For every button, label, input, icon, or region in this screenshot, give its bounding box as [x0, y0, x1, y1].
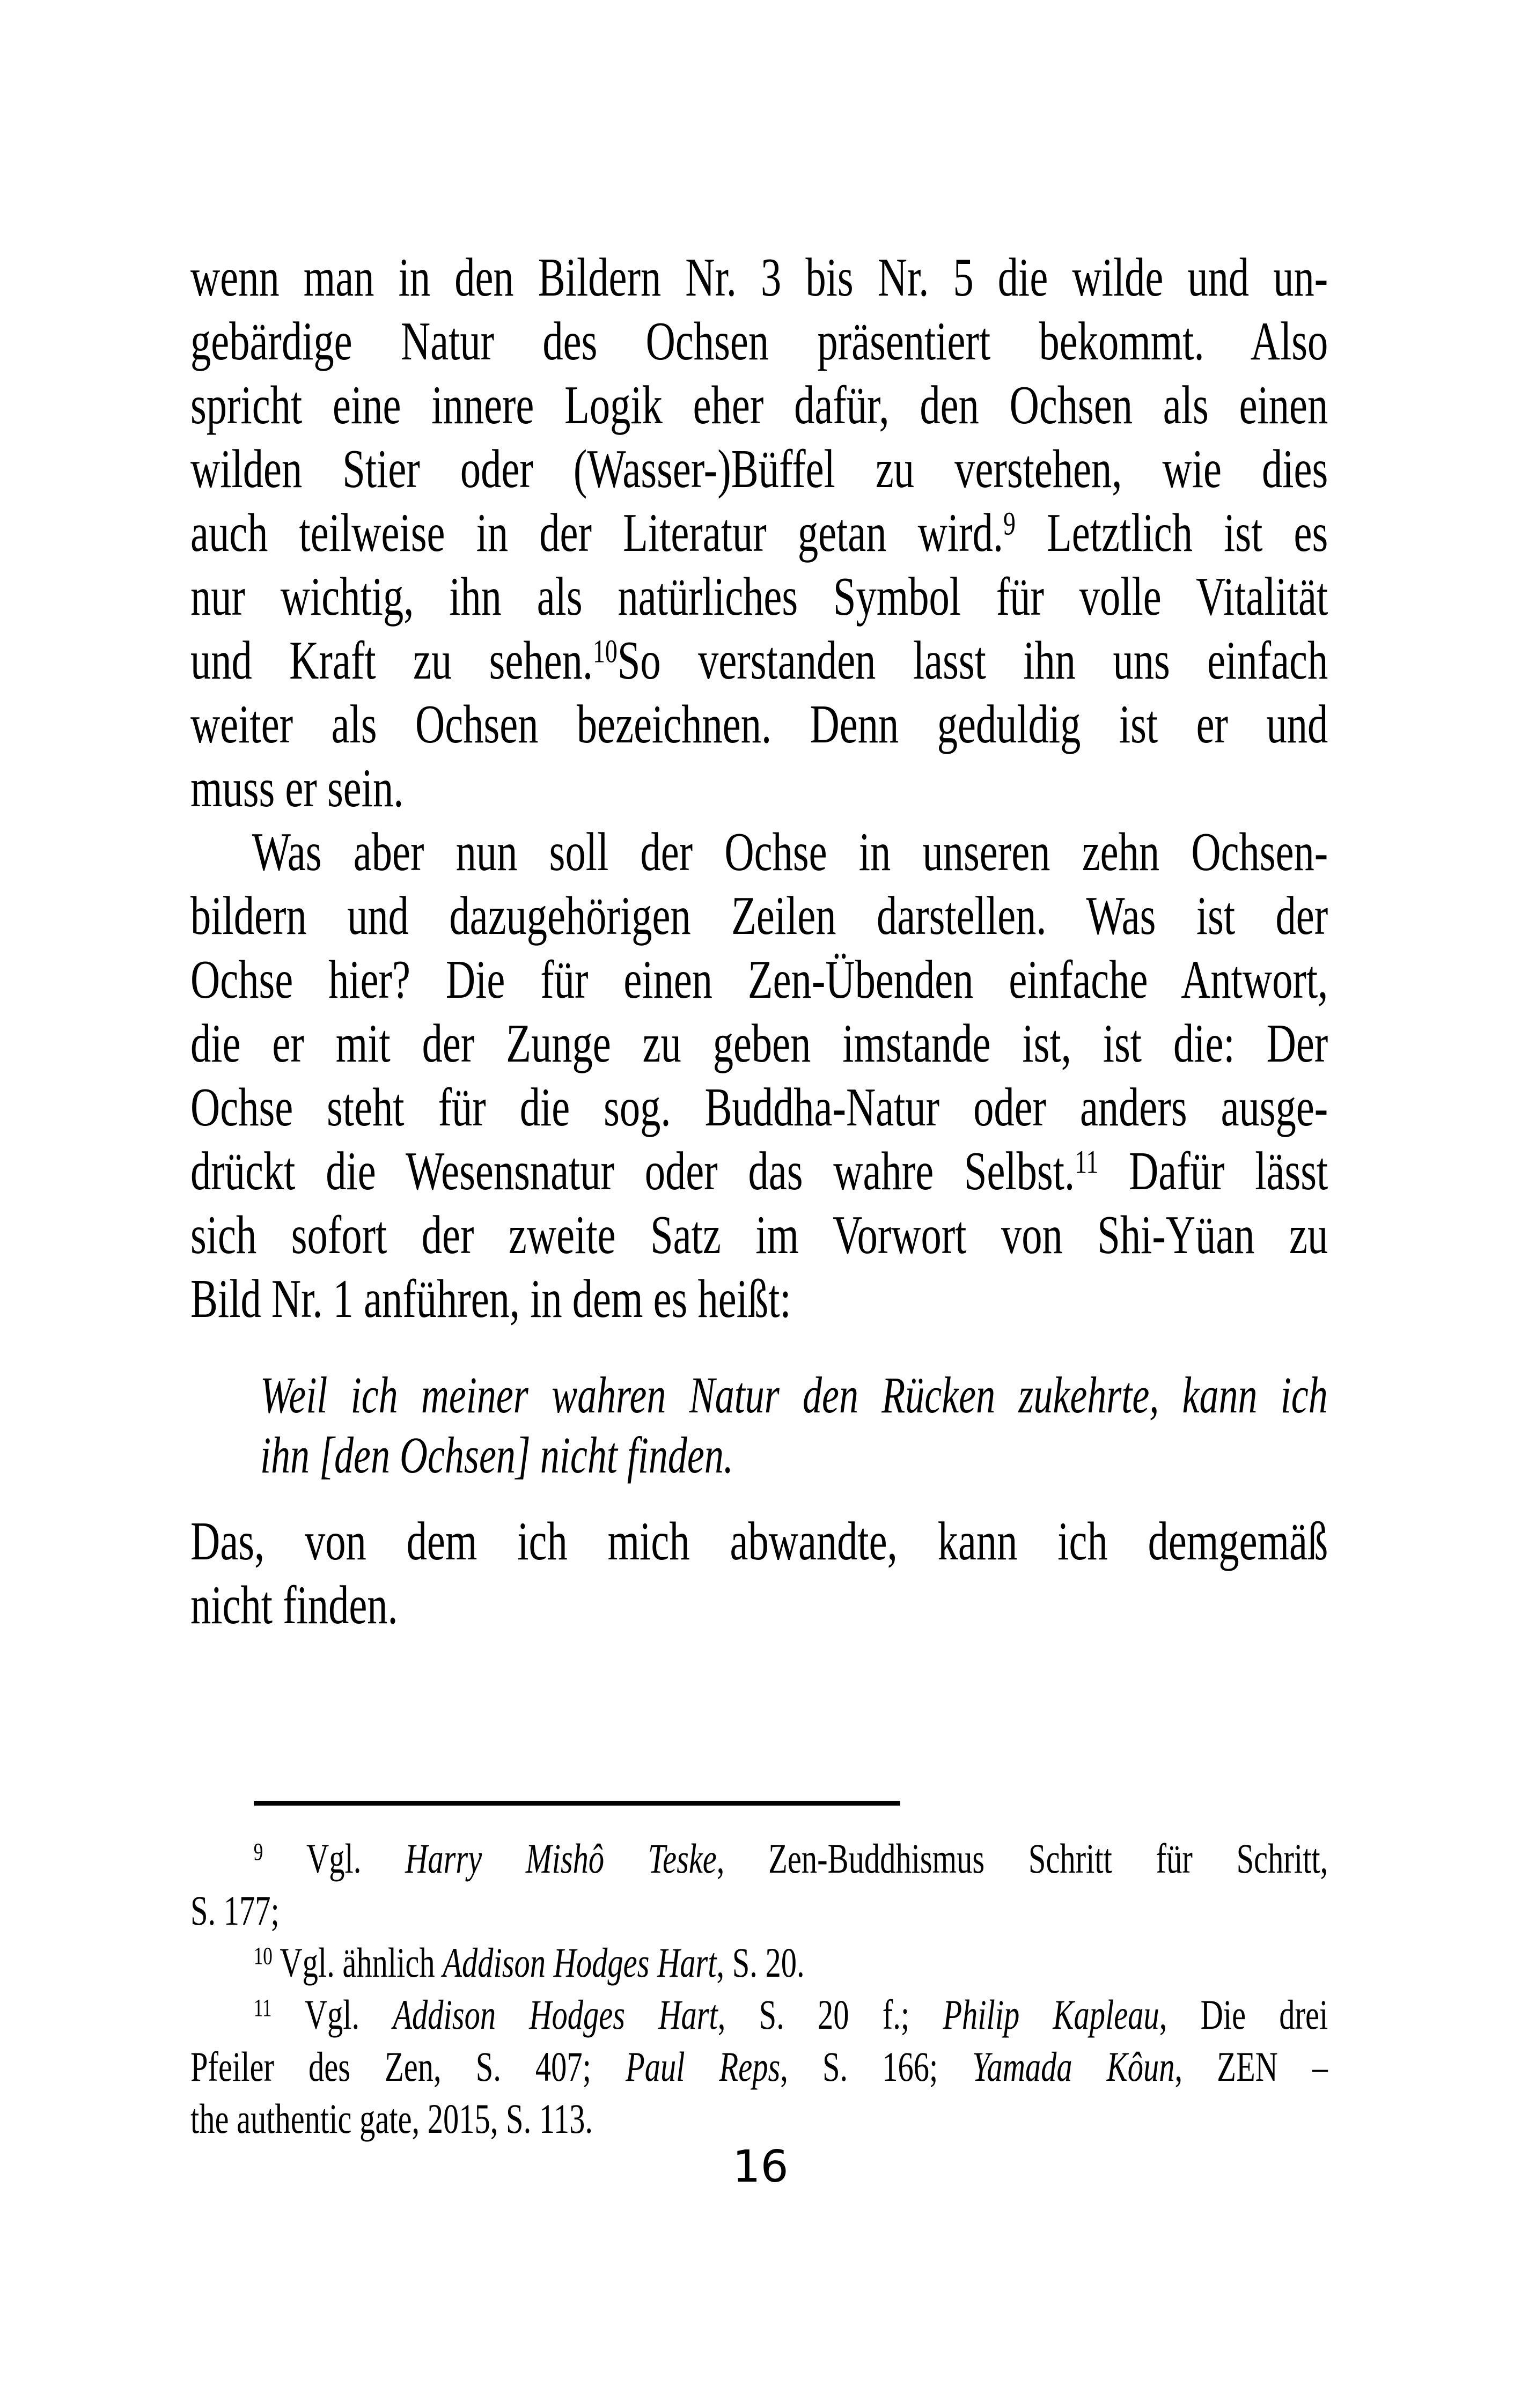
- superscript-number: 9: [253, 1838, 263, 1866]
- text-run: die er mit der Zunge zu geben imstande ist, ist die: Der: [190, 1013, 1328, 1074]
- text-run: , S. 20.: [716, 1939, 805, 1986]
- text-run: Ochse hier? Die für einen Zen-Übenden einfache Antwort,: [190, 949, 1328, 1010]
- footnote-rule: [254, 1801, 900, 1806]
- text-run: , S. 20 f.;: [717, 1991, 943, 2038]
- text-run: Pfeiler des Zen, S. 407;: [190, 2043, 626, 2090]
- text-run: drückt die Wesensnatur oder das wahre Selbst.: [190, 1141, 1075, 1202]
- text-run: sich sofort der zweite Satz im Vorwort von Shi-Yüan zu: [190, 1205, 1328, 1265]
- text-run: nicht finden.: [190, 1575, 398, 1636]
- text-column: [190, 246, 1328, 2145]
- text-run: Bild Nr. 1 anführen, in dem es heißt:: [190, 1269, 791, 1329]
- text-run: wenn man in den Bildern Nr. 3 bis Nr. 5 die wilde und un-: [190, 247, 1328, 308]
- paragraph-1-line-9: [190, 756, 1328, 820]
- text-run: gebärdige Natur des Ochsen präsentiert bekommt. Also: [190, 311, 1328, 372]
- text-run: nur wichtig, ihn als natürliches Symbol für volle Vitalität: [190, 566, 1328, 627]
- text-run: , S. 166;: [780, 2043, 973, 2090]
- text-run: bildern und dazugehörigen Zeilen darstellen. Was ist der: [190, 886, 1328, 946]
- paragraph-2-line-6: [190, 1139, 1328, 1203]
- footnote-11-line-1: [190, 1989, 1328, 2041]
- text-run: Dafür lässt: [1098, 1141, 1328, 1202]
- italic-text-run: Harry Mishô Teske: [405, 1835, 717, 1882]
- footnote-11-line-3: [190, 2093, 1328, 2145]
- text-run: Vgl.: [263, 1835, 406, 1882]
- superscript-number: 11: [1075, 1144, 1099, 1181]
- paragraph-2-line-8: [190, 1267, 1328, 1331]
- text-run: the authentic gate, 2015, S. 113.: [190, 2095, 593, 2142]
- paragraph-1-line-4: [190, 437, 1328, 501]
- page-number: 16: [732, 2141, 789, 2192]
- italic-text-run: Addison Hodges Hart: [443, 1939, 717, 1986]
- footnote-10: [190, 1936, 1328, 1989]
- paragraph-1-line-5: [190, 501, 1328, 565]
- paragraph-1-line-1: [190, 246, 1328, 310]
- text-run: Das, von dem ich mich abwandte, kann ich demgemäß: [190, 1511, 1328, 1572]
- superscript-number: 9: [1003, 505, 1016, 542]
- paragraph-1: [190, 246, 1328, 820]
- text-run: auch teilweise in der Literatur getan wird.: [190, 503, 1003, 563]
- paragraph-2-line-1: [190, 820, 1328, 884]
- paragraph-3-line-1: [190, 1509, 1328, 1573]
- text-run: Weil ich meiner wahren Natur den Rücken zukehrte, kann ich: [260, 1366, 1328, 1424]
- text-run: S. 177;: [190, 1887, 280, 1934]
- footnote-11: [190, 1989, 1328, 2145]
- superscript-number: 10: [592, 633, 618, 670]
- text-run: Ochse steht für die sog. Buddha-Natur oder anders ausge-: [190, 1077, 1328, 1138]
- block-quote-line-1: [260, 1365, 1328, 1425]
- text-run: , Die drei: [1159, 1991, 1328, 2038]
- text-run: ihn [den Ochsen] nicht finden.: [260, 1426, 733, 1484]
- paragraph-1-line-8: [190, 693, 1328, 756]
- paragraph-3: [190, 1509, 1328, 1637]
- paragraph-2-line-5: [190, 1076, 1328, 1139]
- text-run: weiter als Ochsen bezeichnen. Denn geduldig ist er und: [190, 694, 1328, 755]
- paragraph-1-line-2: [190, 310, 1328, 373]
- footnote-9-line-2: [190, 1884, 1328, 1936]
- text-run: spricht eine innere Logik eher dafür, den Ochsen als einen: [190, 375, 1328, 436]
- paragraph-2-line-7: [190, 1203, 1328, 1267]
- italic-text-run: Addison Hodges Hart: [393, 1991, 718, 2038]
- paragraph-1-line-7: [190, 629, 1328, 693]
- italic-text-run: Paul Reps: [625, 2043, 781, 2090]
- text-run: Vgl.: [271, 1991, 393, 2038]
- paragraph-2-line-3: [190, 948, 1328, 1012]
- superscript-number: 10: [253, 1942, 273, 1970]
- paragraph-2: [190, 820, 1328, 1331]
- text-run: Vgl. ähnlich: [272, 1939, 443, 1986]
- footnote-9: [190, 1832, 1328, 1936]
- paragraph-2-line-2: [190, 884, 1328, 948]
- paragraph-1-line-6: [190, 565, 1328, 629]
- paragraph-3-line-2: [190, 1573, 1328, 1637]
- footnote-10-line-1: [190, 1936, 1328, 1989]
- text-run: , Zen-Buddhismus Schritt für Schritt,: [716, 1835, 1328, 1882]
- block-quote-line-2: [260, 1425, 1328, 1485]
- text-run: Was aber nun soll der Ochse in unseren zehn Ochsen-: [252, 822, 1328, 882]
- footnote-11-line-2: [190, 2041, 1328, 2093]
- footnote-9-line-1: [190, 1832, 1328, 1884]
- text-run: muss er sein.: [190, 758, 404, 819]
- paragraph-2-line-4: [190, 1012, 1328, 1076]
- italic-text-run: Philip Kapleau: [943, 1991, 1159, 2038]
- text-run: wilden Stier oder (Wasser-)Büffel zu verstehen, wie dies: [190, 439, 1328, 499]
- text-run: , ZEN –: [1174, 2043, 1328, 2090]
- paragraph-1-line-3: [190, 373, 1328, 437]
- block-quote: [260, 1365, 1328, 1485]
- text-run: So verstanden lasst ihn uns einfach: [617, 630, 1328, 691]
- text-run: und Kraft zu sehen.: [190, 630, 593, 691]
- italic-text-run: Yamada Kôun: [972, 2043, 1175, 2090]
- text-run: Letztlich ist es: [1015, 503, 1328, 563]
- superscript-number: 11: [253, 1994, 272, 2022]
